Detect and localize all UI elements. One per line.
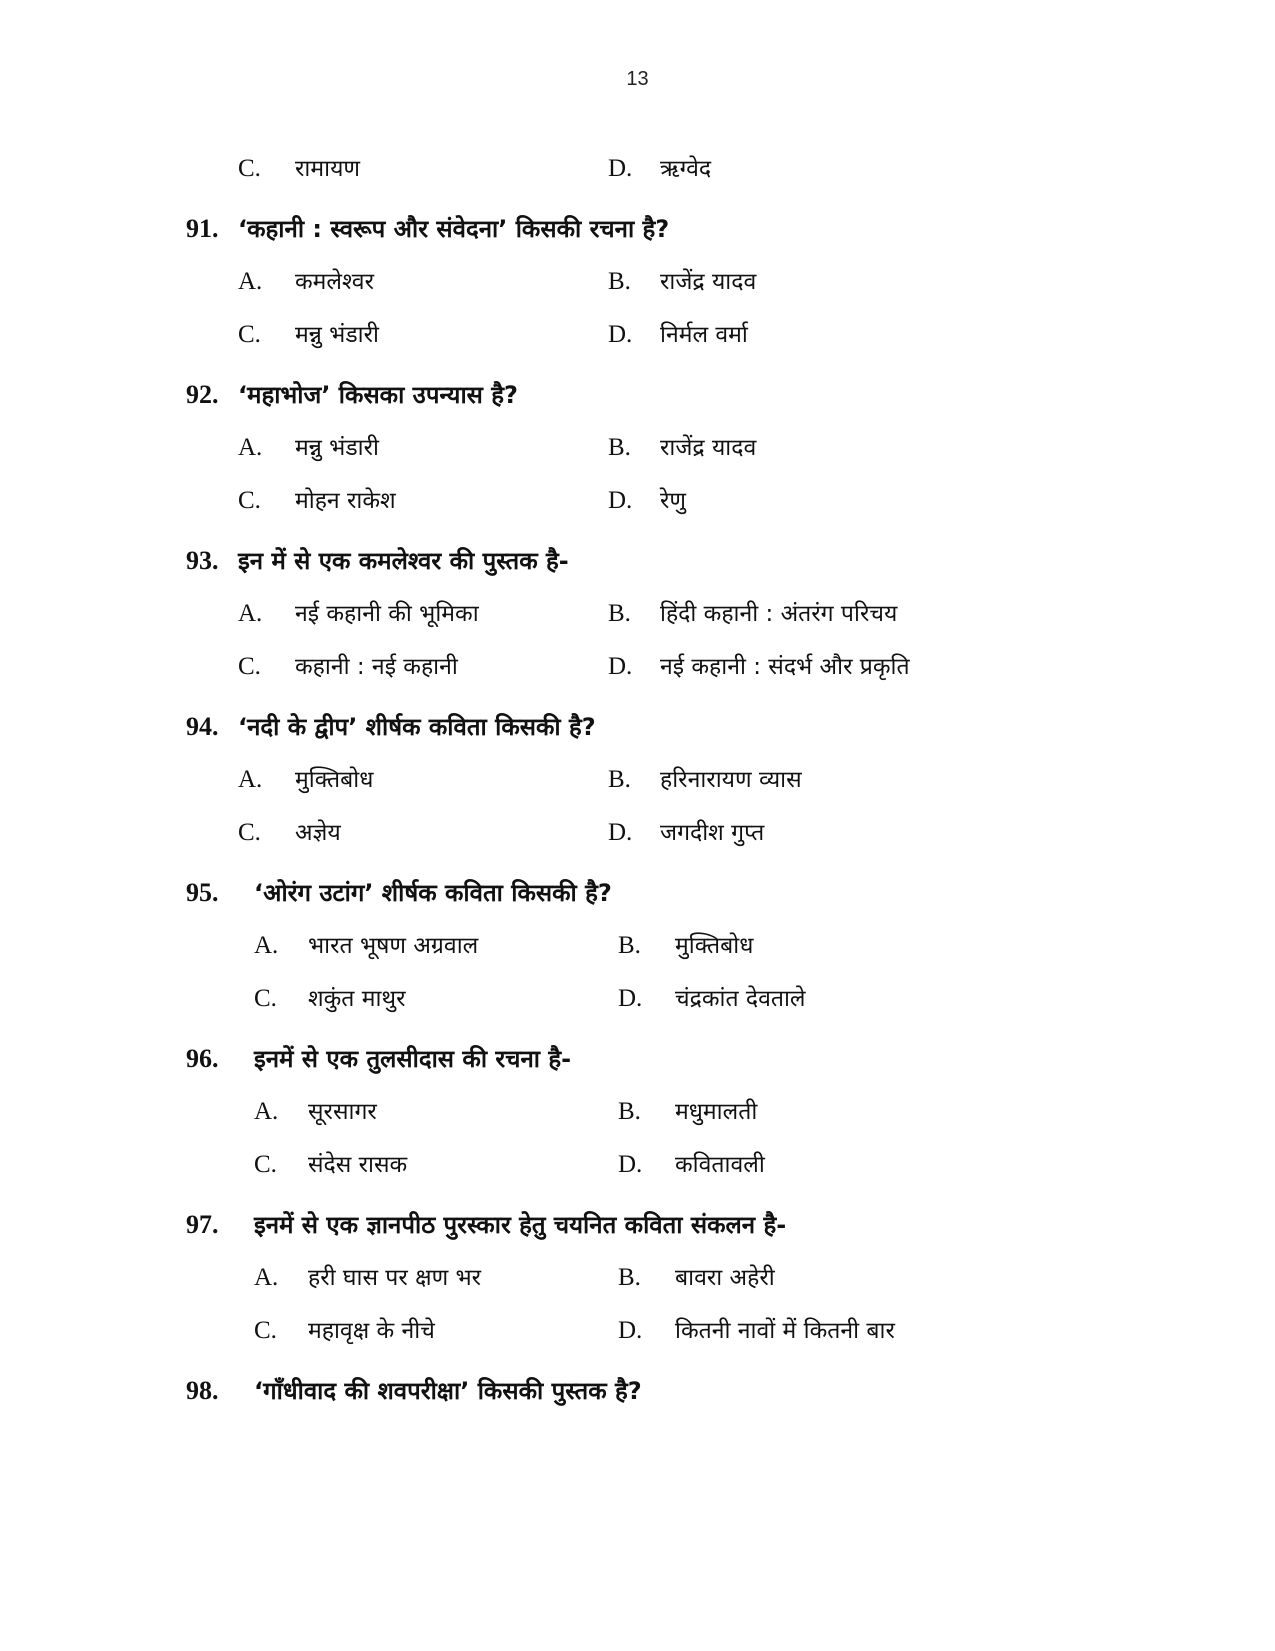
option-row	[0, 1092, 1275, 1132]
question-number: 95.	[186, 878, 219, 907]
option-letter: C.	[238, 155, 261, 182]
option-text: अज्ञेय	[295, 820, 341, 846]
option-letter: A.	[238, 268, 263, 295]
question-95	[0, 873, 1275, 913]
question-number: 97.	[186, 1210, 219, 1239]
question-92	[0, 375, 1275, 415]
option-text: निर्मल वर्मा	[660, 322, 748, 348]
option-row	[0, 428, 1275, 468]
option-text: कमलेश्वर	[295, 269, 374, 295]
option-letter: C.	[238, 487, 261, 514]
question-number: 92.	[186, 380, 219, 409]
option-row	[0, 760, 1275, 800]
option-row	[0, 149, 1275, 189]
option-row	[0, 594, 1275, 634]
question-text: ‘गाँधीवाद की शवपरीक्षा’ किसकी पुस्तक है?	[254, 1377, 642, 1405]
option-row	[0, 262, 1275, 302]
option-row	[0, 315, 1275, 355]
question-text: इनमें से एक तुलसीदास की रचना है-	[254, 1045, 572, 1073]
option-letter: D.	[608, 653, 633, 680]
option-text: नई कहानी की भूमिका	[295, 601, 479, 627]
question-number: 91.	[186, 214, 219, 243]
question-text: ‘नदी के द्वीप’ शीर्षक कविता किसकी है?	[238, 713, 596, 741]
option-text: कहानी : नई कहानी	[295, 654, 458, 680]
option-letter: B.	[608, 600, 631, 627]
question-number: 96.	[186, 1044, 219, 1073]
option-letter: D.	[608, 819, 633, 846]
option-letter: A.	[254, 932, 279, 959]
option-text: रेणु	[660, 488, 687, 514]
option-letter: B.	[618, 1264, 641, 1291]
option-text: कितनी नावों में कितनी बार	[675, 1318, 895, 1344]
page-number: 13	[626, 68, 649, 90]
option-letter: A.	[238, 434, 263, 461]
option-letter: B.	[608, 268, 631, 295]
question-text: इनमें से एक ज्ञानपीठ पुरस्कार हेतु चयनित कविता संकलन है-	[254, 1211, 787, 1239]
option-text: मुक्तिबोध	[295, 767, 374, 793]
question-number: 94.	[186, 712, 219, 741]
option-letter: C.	[254, 1151, 277, 1178]
option-row	[0, 1311, 1275, 1351]
question-97	[0, 1205, 1275, 1245]
option-letter: D.	[608, 155, 633, 182]
option-text: कवितावली	[675, 1152, 765, 1178]
option-letter: C.	[254, 985, 277, 1012]
option-letter: C.	[238, 321, 261, 348]
question-text: ‘महाभोज’ किसका उपन्यास है?	[238, 381, 518, 409]
option-text: मन्नु भंडारी	[295, 435, 379, 461]
question-96	[0, 1039, 1275, 1079]
option-letter: B.	[618, 932, 641, 959]
option-row	[0, 1258, 1275, 1298]
option-text: मन्नु भंडारी	[295, 322, 379, 348]
option-letter: A.	[238, 600, 263, 627]
option-letter: A.	[254, 1098, 279, 1125]
option-text: महावृक्ष के नीचे	[308, 1318, 435, 1344]
question-text: ‘कहानी : स्वरूप और संवेदना’ किसकी रचना है?	[238, 215, 670, 243]
question-text: ‘ओरंग उटांग’ शीर्षक कविता किसकी है?	[254, 879, 612, 907]
option-letter: D.	[618, 985, 643, 1012]
option-text: जगदीश गुप्त	[660, 820, 765, 846]
option-row	[0, 979, 1275, 1019]
option-letter: D.	[618, 1317, 643, 1344]
question-text: इन में से एक कमलेश्वर की पुस्तक है-	[238, 547, 569, 575]
option-letter: B.	[608, 434, 631, 461]
option-row	[0, 481, 1275, 521]
option-text: मधुमालती	[675, 1099, 758, 1125]
option-letter: C.	[238, 819, 261, 846]
option-text: मुक्तिबोध	[675, 933, 754, 959]
option-text: चंद्रकांत देवताले	[675, 986, 806, 1012]
option-letter: D.	[608, 487, 633, 514]
question-98	[0, 1371, 1275, 1411]
option-text: सूरसागर	[308, 1099, 377, 1125]
option-letter: D.	[608, 321, 633, 348]
question-94	[0, 707, 1275, 747]
option-row	[0, 647, 1275, 687]
option-text: शकुंत माथुर	[308, 986, 406, 1012]
option-letter: B.	[618, 1098, 641, 1125]
question-93	[0, 541, 1275, 581]
option-letter: A.	[238, 766, 263, 793]
option-text: राजेंद्र यादव	[660, 269, 757, 295]
option-text: नई कहानी : संदर्भ और प्रकृति	[660, 654, 910, 680]
option-text: संदेस रासक	[308, 1152, 408, 1178]
question-91	[0, 209, 1275, 249]
option-row	[0, 1145, 1275, 1185]
option-row	[0, 813, 1275, 853]
question-number: 98.	[186, 1376, 219, 1405]
option-letter: C.	[254, 1317, 277, 1344]
option-text: हरी घास पर क्षण भर	[308, 1265, 482, 1291]
option-text: हरिनारायण व्यास	[660, 767, 802, 793]
option-letter: C.	[238, 653, 261, 680]
option-text: भारत भूषण अग्रवाल	[308, 933, 479, 959]
option-letter: D.	[618, 1151, 643, 1178]
option-letter: A.	[254, 1264, 279, 1291]
option-text: राजेंद्र यादव	[660, 435, 757, 461]
option-text: बावरा अहेरी	[675, 1265, 775, 1291]
option-letter: B.	[608, 766, 631, 793]
option-text: हिंदी कहानी : अंतरंग परिचय	[660, 601, 898, 627]
option-text: ऋग्वेद	[660, 156, 712, 182]
option-text: मोहन राकेश	[295, 488, 396, 514]
option-row	[0, 926, 1275, 966]
option-text: रामायण	[295, 156, 361, 182]
question-number: 93.	[186, 546, 219, 575]
